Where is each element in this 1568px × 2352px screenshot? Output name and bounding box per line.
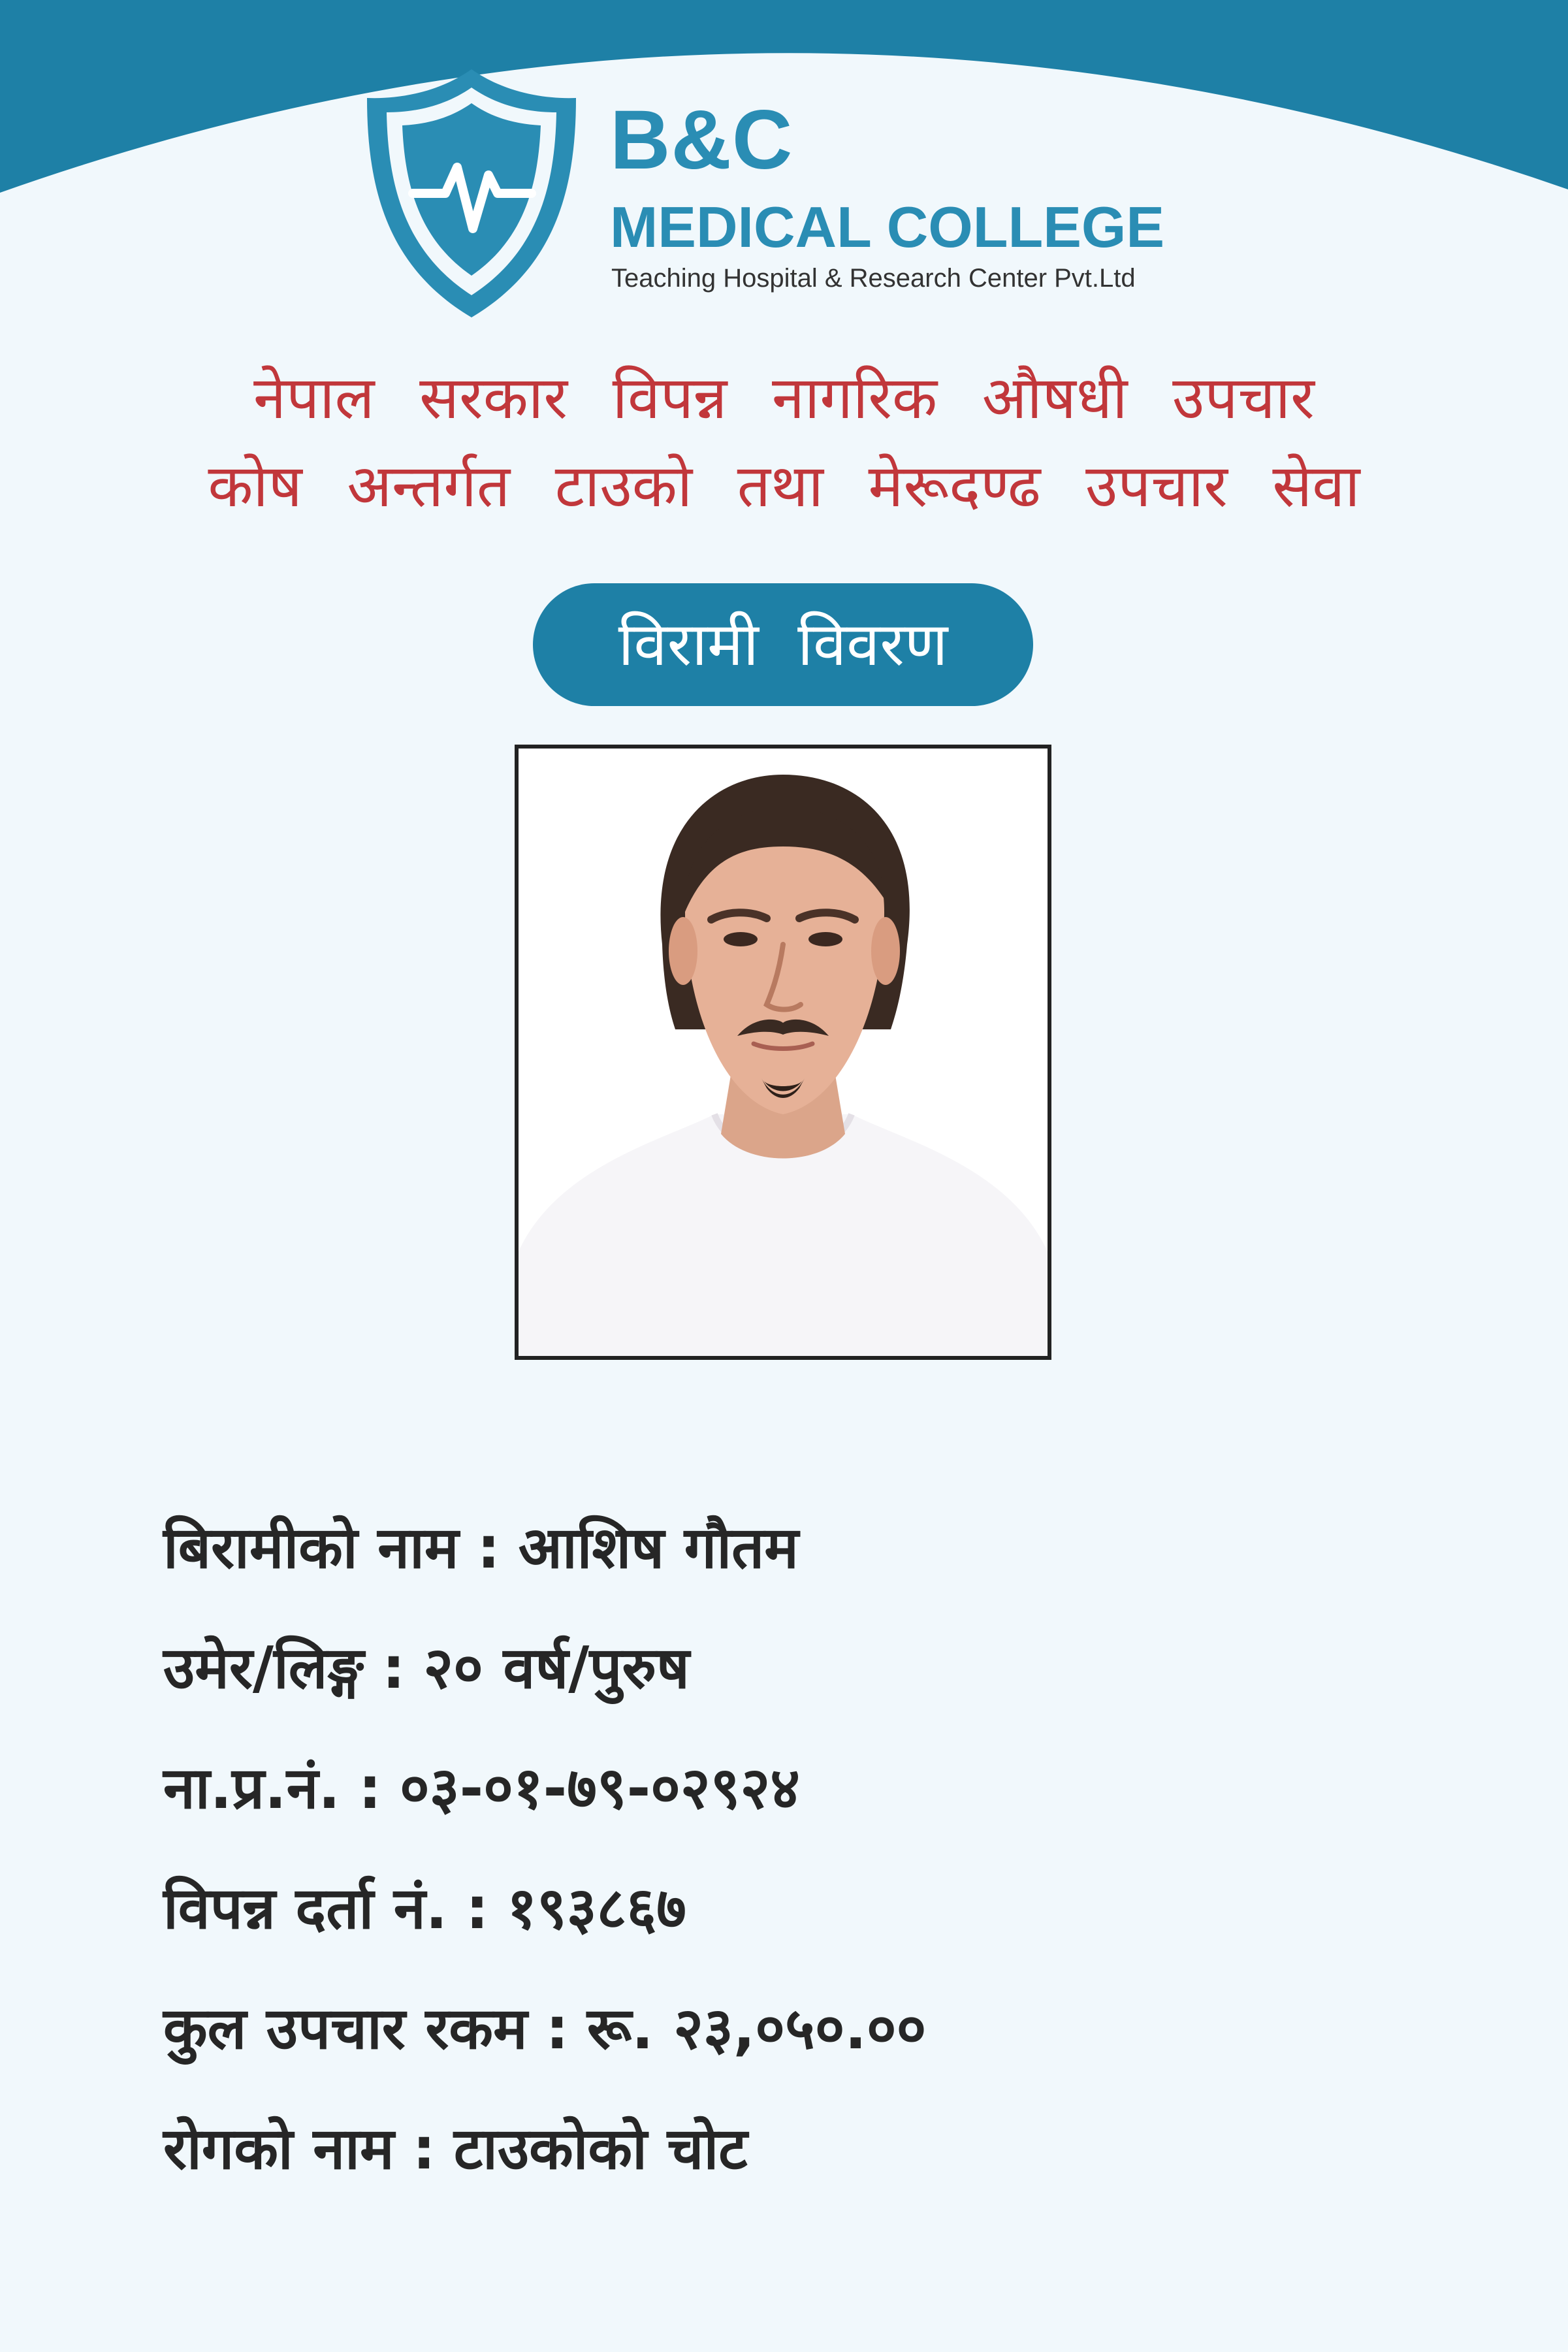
patient-name-label: बिरामीको नाम: [163, 1514, 459, 1581]
total-amount-label: कुल उपचार रकम: [163, 1995, 528, 2062]
disease-name-label: रोगको नाम: [163, 2115, 394, 2182]
patient-photo: [515, 745, 1051, 1360]
field-separator: :: [477, 1514, 500, 1581]
registration-number-value: १९३८६७: [507, 1875, 686, 1942]
field-separator: :: [412, 2115, 436, 2182]
citizenship-number-row: [163, 1743, 1404, 1863]
citizenship-number-label: ना.प्र.नं.: [163, 1754, 340, 1822]
brand-subtitle: MEDICAL COLLEGE: [610, 195, 1165, 259]
registration-number-label: विपन्न दर्ता नं.: [163, 1875, 448, 1942]
field-separator: :: [358, 1754, 382, 1822]
field-separator: :: [466, 1875, 489, 1942]
field-separator: :: [545, 1995, 569, 2062]
total-amount-row: [163, 1983, 1404, 2103]
age-gender-value: २० वर्ष/पुरुष: [423, 1634, 690, 1701]
patient-details: [163, 1502, 1404, 2223]
disease-name-row: [163, 2103, 1404, 2223]
patient-name-value: आशिष गौतम: [518, 1514, 799, 1581]
shield-heartbeat-icon: [362, 65, 581, 321]
brand-tagline: Teaching Hospital & Research Center Pvt.Ltd: [611, 264, 1136, 293]
patient-name-row: [163, 1502, 1404, 1622]
registration-number-row: [163, 1863, 1404, 1983]
section-title-badge: विरामी विवरण: [533, 583, 1033, 706]
brand-name: B&C: [610, 93, 793, 187]
total-amount-value: रू. २३,०५०.००: [586, 1995, 927, 2062]
patient-portrait-illustration: [519, 749, 1048, 1356]
disease-name-value: टाउकोको चोट: [453, 2115, 748, 2182]
age-gender-label: उमेर/लिङ्ग: [163, 1634, 364, 1701]
field-separator: :: [382, 1634, 406, 1701]
program-title-line1: नेपाल सरकार विपन्न नागरिक औषधी उपचार: [253, 364, 1315, 432]
citizenship-number-value: ०३-०१-७९-०२९२४: [400, 1754, 800, 1822]
program-title-line2: कोष अन्तर्गत टाउको तथा मेरूदण्ढ उपचार सेवा: [208, 452, 1360, 521]
age-gender-row: [163, 1622, 1404, 1743]
